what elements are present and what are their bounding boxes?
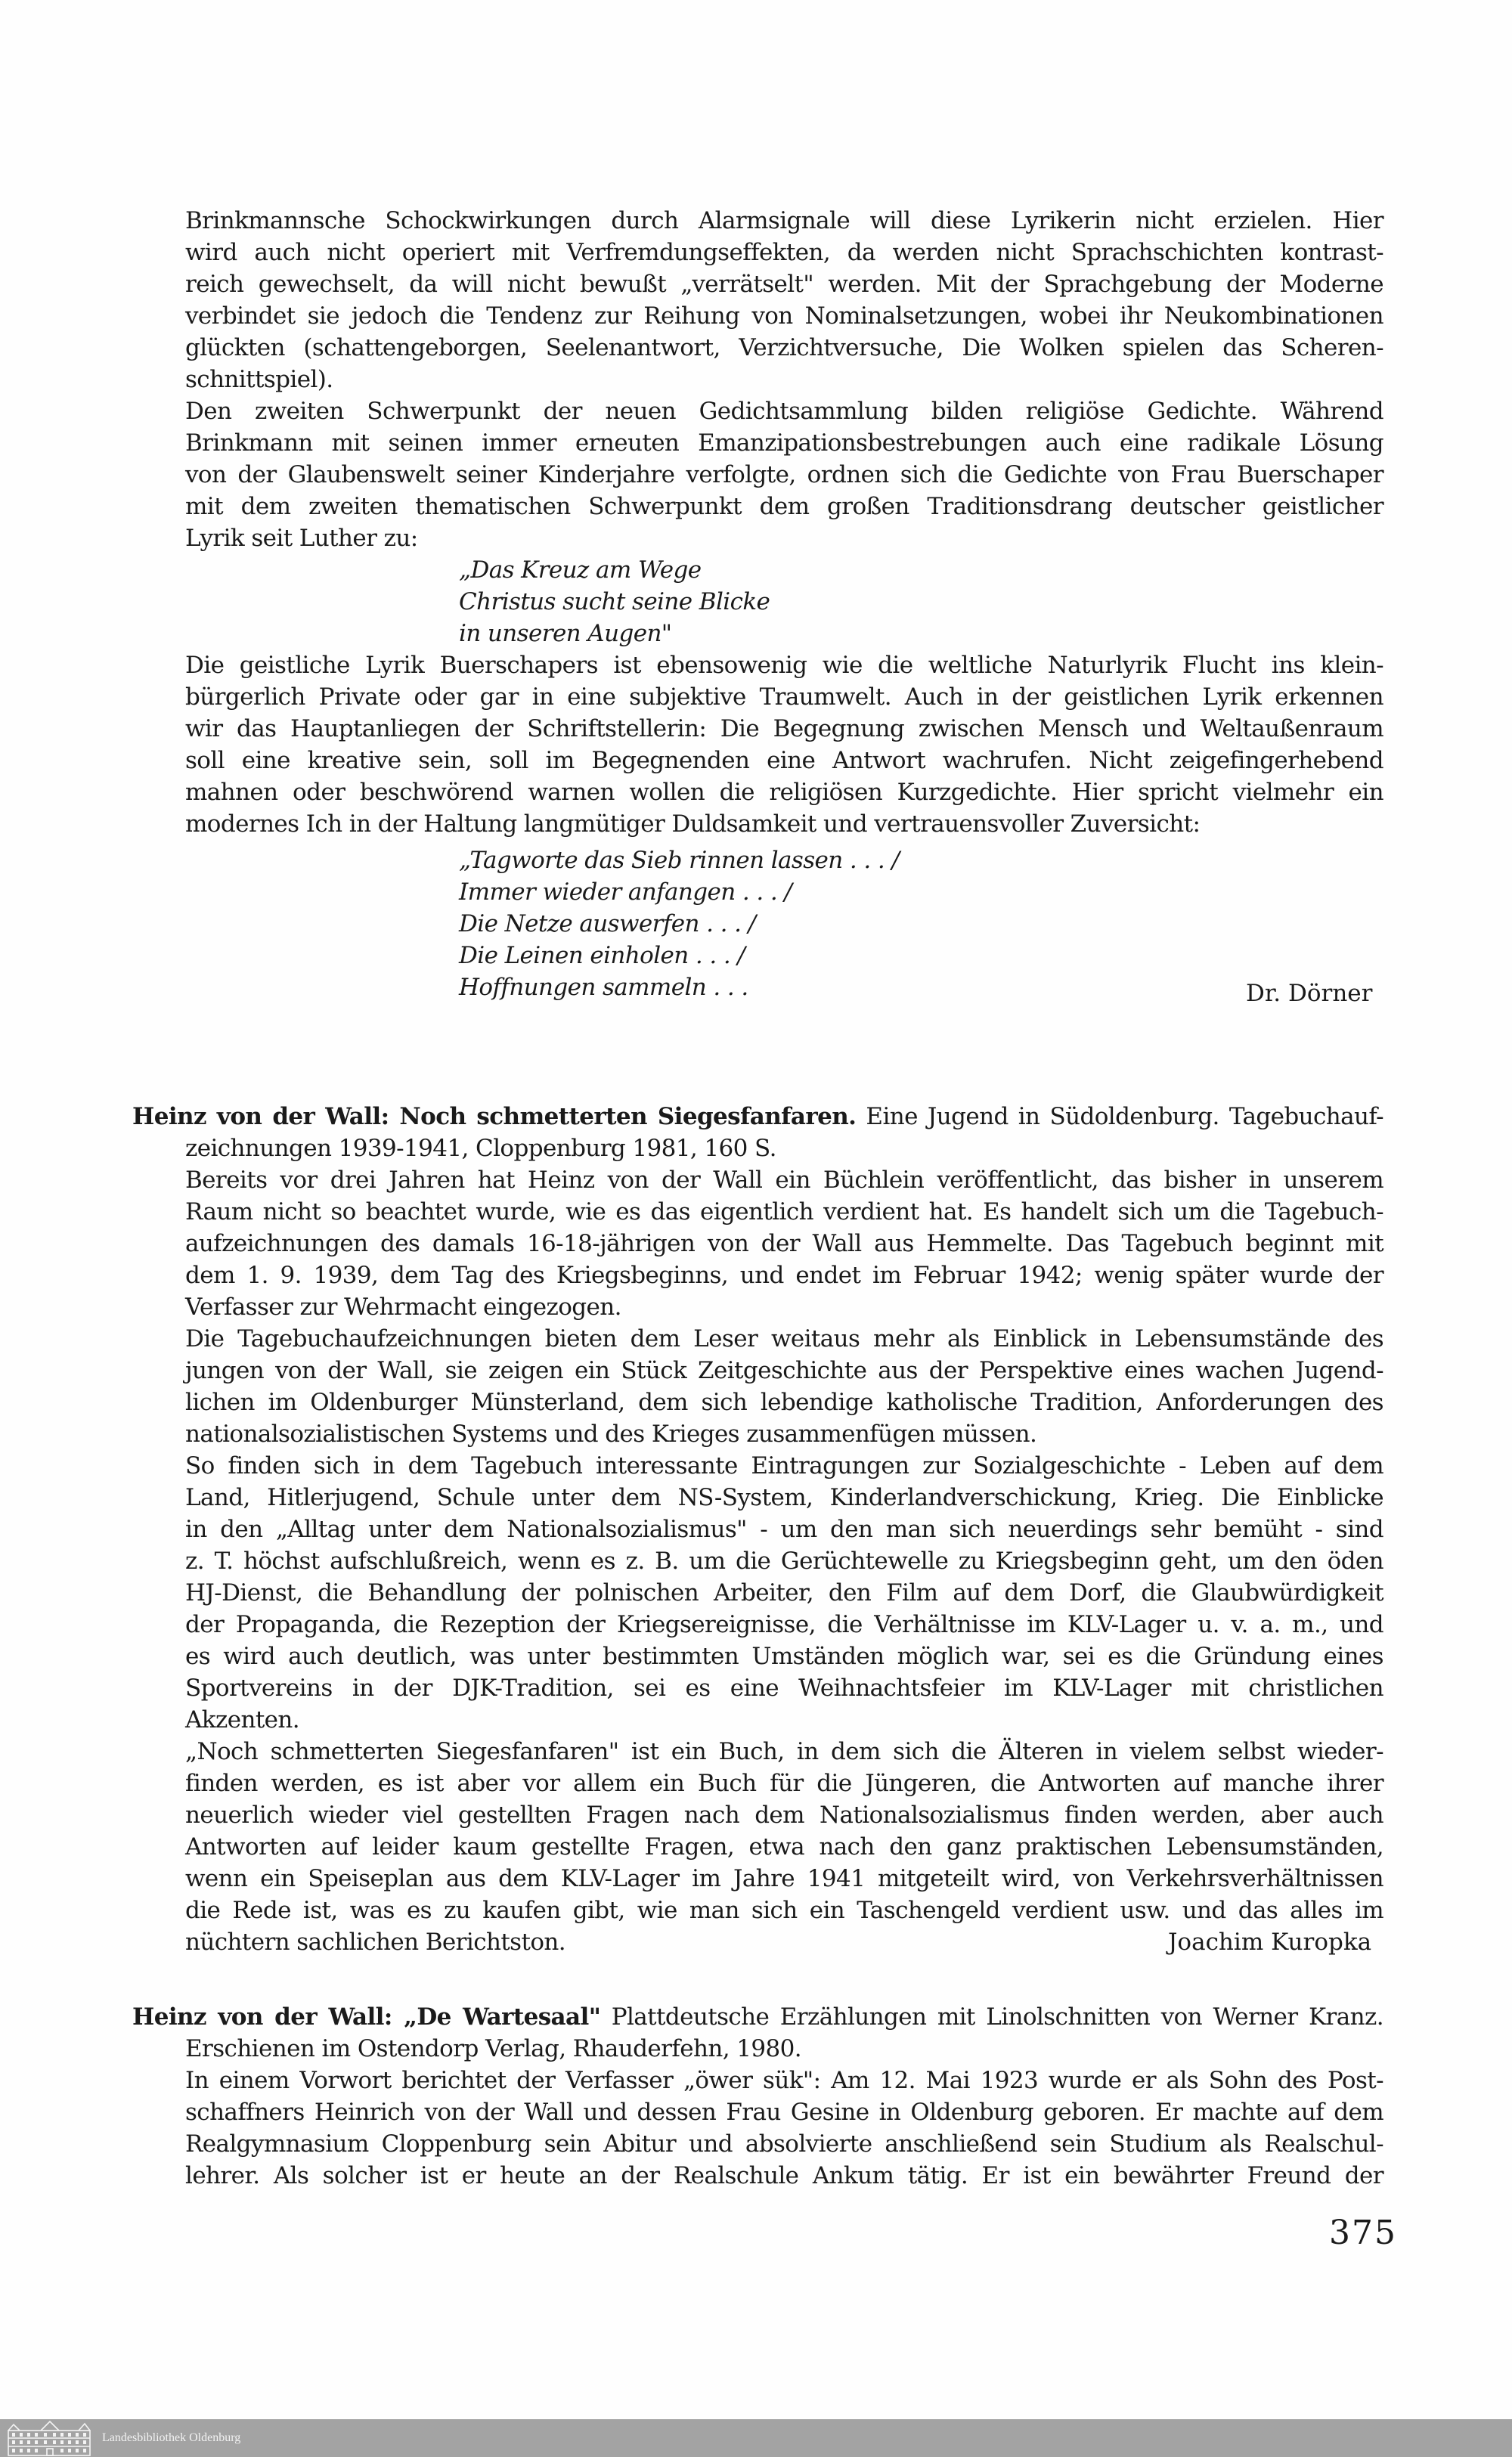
text-line: finden werden, es ist aber vor allem ein Buch für die Jüngeren, die Antworten auf manche ihrer bbox=[185, 1770, 1383, 1797]
reviewer-signature: Joachim Kuropka bbox=[1168, 1929, 1372, 1956]
text-line: glückten (schattengeborgen, Seelenantwort, Verzichtversuche, Die Wolken spielen das Scheren- bbox=[185, 334, 1383, 361]
text-line: wird auch nicht operiert mit Verfremdungseffekten, da werden nicht Sprachschichten kontrast- bbox=[185, 239, 1383, 266]
text-line: nüchtern sachlichen Berichtston. bbox=[185, 1929, 566, 1956]
poem-line: Immer wieder anfangen . . . / bbox=[459, 878, 792, 906]
text-line: wir das Hauptanliegen der Schriftstellerin: Die Begegnung zwischen Mensch und Weltaußenraum bbox=[185, 715, 1383, 742]
text-line: Land, Hitlerjugend, Schule unter dem NS-System, Kinderlandverschickung, Krieg. Die Einblicke bbox=[185, 1484, 1383, 1511]
review-heading bbox=[132, 1101, 1383, 1132]
text-line: schnittspiel). bbox=[185, 366, 333, 393]
text-line: modernes Ich in der Haltung langmütiger Duldsamkeit und vertrauensvoller Zuversicht: bbox=[185, 810, 1201, 838]
text-line: wenn ein Speiseplan aus dem KLV-Lager im Jahre 1941 mitgeteilt wird, von Verkehrsverhältnissen bbox=[185, 1865, 1383, 1892]
text-line: Den zweiten Schwerpunkt der neuen Gedichtsammlung bilden religiöse Gedichte. Während bbox=[185, 398, 1383, 425]
page-number: 375 bbox=[1329, 2214, 1397, 2252]
poem-line: Die Netze auswerfen . . . / bbox=[459, 910, 756, 937]
poem-line: in unseren Augen" bbox=[459, 620, 672, 647]
text-line: Die Tagebuchaufzeichnungen bieten dem Leser weitaus mehr als Einblick in Lebensumstände des bbox=[185, 1325, 1383, 1352]
text-line: verbindet sie jedoch die Tendenz zur Reihung von Nominalsetzungen, wobei ihr Neukombinationen bbox=[185, 302, 1383, 330]
text-line: aufzeichnungen des damals 16-18-jährigen von der Wall aus Hemmelte. Das Tagebuch beginnt mit bbox=[185, 1230, 1383, 1257]
poem-line: „Das Kreuz am Wege bbox=[459, 556, 702, 584]
text-line: soll eine kreative sein, soll im Begegnenden eine Antwort wachrufen. Nicht zeigefingerhebend bbox=[185, 747, 1383, 774]
poem-line: Christus sucht seine Blicke bbox=[459, 588, 770, 615]
text-line: schaffners Heinrich von der Wall und dessen Frau Gesine in Oldenburg geboren. Er machte auf dem bbox=[185, 2099, 1383, 2126]
text-line: mahnen oder beschwörend warnen wollen die religiösen Kurzgedichte. Hier spricht vielmehr ein bbox=[185, 779, 1383, 806]
book-title: Heinz von der Wall: Noch schmetterten Siegesfanfaren. bbox=[132, 1103, 857, 1130]
text-line: HJ-Dienst, die Behandlung der polnischen Arbeiter, den Film auf dem Dorf, die Glaubwürdigkeit bbox=[185, 1579, 1383, 1606]
text-line: der Propaganda, die Rezeption der Kriegsereignisse, die Verhältnisse im KLV-Lager u. v. a. m., und bbox=[185, 1611, 1383, 1638]
text-line: So finden sich in dem Tagebuch interessante Eintragungen zur Sozialgeschichte - Leben auf dem bbox=[185, 1452, 1383, 1479]
text-line: Brinkmann mit seinen immer erneuten Emanzipationsbestrebungen auch eine radikale Lösung bbox=[185, 429, 1383, 457]
text-line: in den „Alltag unter dem Nationalsozialismus" - um den man sich neuerdings sehr bemüht - sind bbox=[185, 1516, 1383, 1543]
reviewer-signature: Dr. Dörner bbox=[1246, 980, 1373, 1007]
library-building-icon bbox=[6, 2420, 93, 2456]
text-line: nationalsozialistischen Systems und des Krieges zusammenfügen müssen. bbox=[185, 1421, 1037, 1448]
text-line: bürgerlich Private oder gar in eine subjektive Traumwelt. Auch in der geistlichen Lyrik erkennen bbox=[185, 683, 1383, 711]
text-line: jungen von der Wall, sie zeigen ein Stück Zeitgeschichte aus der Perspektive eines wachen Jugend- bbox=[185, 1357, 1383, 1384]
library-name: Landesbibliothek Oldenburg bbox=[102, 2431, 241, 2444]
text-line: Sportvereins in der DJK-Tradition, sei es eine Weihnachtsfeier im KLV-Lager mit christlichen bbox=[185, 1675, 1383, 1702]
book-subtitle: Eine Jugend in Südoldenburg. Tagebuchauf- bbox=[856, 1103, 1383, 1130]
poem-line: Hoffnungen sammeln . . . bbox=[459, 974, 748, 1001]
poem-line: Die Leinen einholen . . . / bbox=[459, 942, 745, 969]
text-line: z. T. höchst aufschlußreich, wenn es z. B. um die Gerüchtewelle zu Kriegsbeginn geht, um den öden bbox=[185, 1548, 1383, 1575]
book-citation: zeichnungen 1939-1941, Cloppenburg 1981, 160 S. bbox=[185, 1135, 776, 1162]
poem-line: „Tagworte das Sieb rinnen lassen . . . / bbox=[459, 847, 900, 874]
text-line: Brinkmannsche Schockwirkungen durch Alarmsignale will diese Lyrikerin nicht erzielen. Hier bbox=[185, 207, 1383, 234]
book-subtitle: Plattdeutsche Erzählungen mit Linolschnitten von Werner Kranz. bbox=[600, 2003, 1383, 2031]
text-line: mit dem zweiten thematischen Schwerpunkt dem großen Traditionsdrang deutscher geistlicher bbox=[185, 493, 1383, 520]
text-line: dem 1. 9. 1939, dem Tag des Kriegsbeginns, und endet im Februar 1942; wenig später wurde der bbox=[185, 1262, 1383, 1289]
text-line: die Rede ist, was es zu kaufen gibt, wie man sich ein Taschengeld verdient usw. und das alles im bbox=[185, 1897, 1383, 1924]
text-line: Akzenten. bbox=[185, 1706, 300, 1734]
text-line: neuerlich wieder viel gestellten Fragen nach dem Nationalsozialismus finden werden, aber auch bbox=[185, 1802, 1383, 1829]
book-title: Heinz von der Wall: „De Wartesaal" bbox=[132, 2003, 601, 2031]
library-footer-bar bbox=[0, 2419, 1512, 2457]
text-line: „Noch schmetterten Siegesfanfaren" ist ein Buch, in dem sich die Älteren in vielem selbst wieder- bbox=[185, 1738, 1383, 1765]
book-citation: Erschienen im Ostendorp Verlag, Rhauderfehn, 1980. bbox=[185, 2035, 801, 2062]
text-line: lehrer. Als solcher ist er heute an der Realschule Ankum tätig. Er ist ein bewährter Freund der bbox=[185, 2162, 1383, 2189]
review-heading bbox=[132, 2002, 1383, 2032]
text-line: von der Glaubenswelt seiner Kinderjahre verfolgte, ordnen sich die Gedichte von Frau Buerschaper bbox=[185, 461, 1383, 488]
text-line: reich gewechselt, da will nicht bewußt „verrätselt" werden. Mit der Sprachgebung der Moderne bbox=[185, 271, 1383, 298]
text-line: lichen im Oldenburger Münsterland, dem sich lebendige katholische Tradition, Anforderungen des bbox=[185, 1389, 1383, 1416]
text-line: In einem Vorwort berichtet der Verfasser „öwer sük": Am 12. Mai 1923 wurde er als Sohn des Post- bbox=[185, 2067, 1383, 2094]
text-line: Realgymnasium Cloppenburg sein Abitur und absolvierte anschließend sein Studium als Realschul- bbox=[185, 2130, 1383, 2158]
text-line: Lyrik seit Luther zu: bbox=[185, 525, 418, 552]
text-line: Raum nicht so beachtet wurde, wie es das eigentlich verdient hat. Es handelt sich um die Tagebuch- bbox=[185, 1198, 1383, 1225]
text-line: es wird auch deutlich, was unter bestimmten Umständen möglich war, sei es die Gründung eines bbox=[185, 1643, 1383, 1670]
text-line: Die geistliche Lyrik Buerschapers ist ebensowenig wie die weltliche Naturlyrik Flucht ins klein- bbox=[185, 652, 1383, 679]
text-line: Verfasser zur Wehrmacht eingezogen. bbox=[185, 1294, 621, 1321]
text-line: Bereits vor drei Jahren hat Heinz von der Wall ein Büchlein veröffentlicht, das bisher in unserem bbox=[185, 1167, 1383, 1194]
text-line: Antworten auf leider kaum gestellte Fragen, etwa nach den ganz praktischen Lebensumständen, bbox=[185, 1833, 1383, 1861]
